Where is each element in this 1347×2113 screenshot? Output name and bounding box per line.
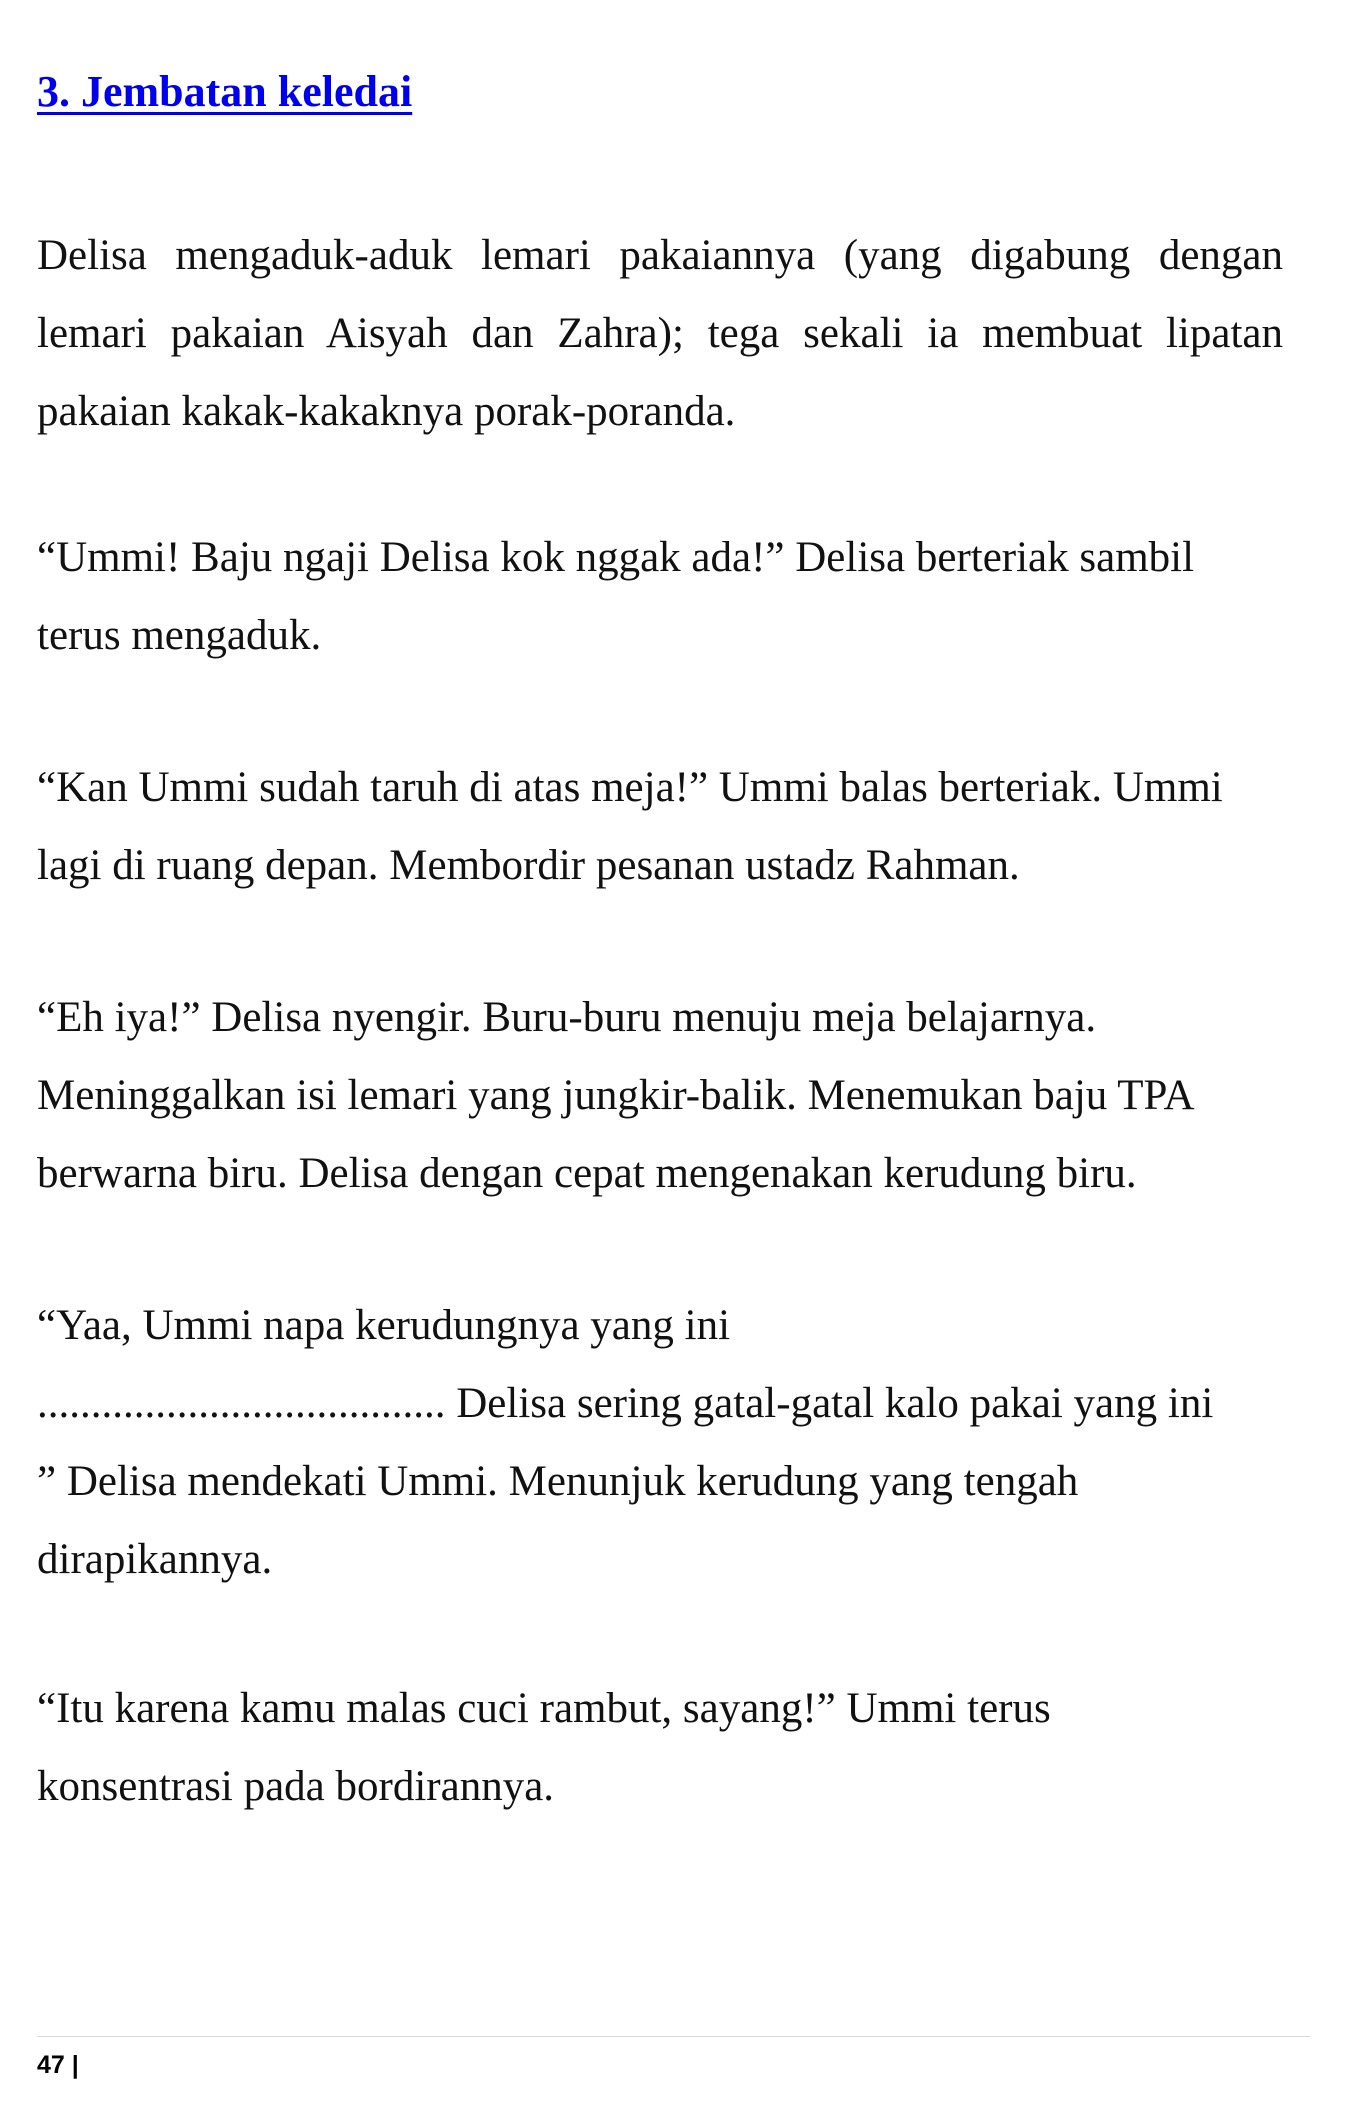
paragraph-6 bbox=[37, 1670, 1283, 1826]
paragraph-3 bbox=[37, 749, 1283, 905]
paragraph-line: Meninggalkan isi lemari yang jungkir-balik. Menemukan baju TPA bbox=[37, 1072, 1195, 1119]
paragraph-line: “Itu karena kamu malas cuci rambut, sayang!” Ummi terus bbox=[37, 1685, 1051, 1732]
chapter-title-link[interactable]: 3. Jembatan keledai bbox=[37, 67, 413, 116]
page-number: 47 | bbox=[37, 2051, 79, 2079]
paragraph-1 bbox=[37, 217, 1283, 451]
paragraph-4 bbox=[37, 979, 1283, 1213]
paragraph-line: dirapikannya. bbox=[37, 1536, 273, 1583]
paragraph-line: lagi di ruang depan. Membordir pesanan ustadz Rahman. bbox=[37, 842, 1020, 889]
paragraph-2 bbox=[37, 519, 1283, 675]
footer-divider bbox=[37, 2036, 1310, 2037]
paragraph-line: lemari pakaian Aisyah dan Zahra); tega sekali ia membuat lipatan bbox=[37, 310, 1283, 357]
paragraph-line: “Yaa, Ummi napa kerudungnya yang ini bbox=[37, 1302, 731, 1349]
paragraph-line: ” Delisa mendekati Ummi. Menunjuk kerudung yang tengah bbox=[37, 1458, 1079, 1505]
paragraph-line: “Kan Ummi sudah taruh di atas meja!” Ummi balas berteriak. Ummi bbox=[37, 764, 1223, 811]
paragraph-line: konsentrasi pada bordirannya. bbox=[37, 1763, 555, 1810]
paragraph-line: “Ummi! Baju ngaji Delisa kok nggak ada!” Delisa berteriak sambil bbox=[37, 534, 1195, 581]
paragraph-line: Delisa mengaduk-aduk lemari pakaiannya (yang digabung dengan bbox=[37, 232, 1283, 279]
paragraph-5 bbox=[37, 1287, 1283, 1599]
paragraph-line: “Eh iya!” Delisa nyengir. Buru-buru menuju meja belajarnya. bbox=[37, 994, 1097, 1041]
paragraph-line: berwarna biru. Delisa dengan cepat mengenakan kerudung biru. bbox=[37, 1150, 1137, 1197]
paragraph-line: pakaian kakak-kakaknya porak-poranda. bbox=[37, 388, 736, 435]
paragraph-line: ...................................... Delisa sering gatal-gatal kalo pakai yang ini bbox=[37, 1380, 1214, 1427]
paragraph-line: terus mengaduk. bbox=[37, 612, 322, 659]
